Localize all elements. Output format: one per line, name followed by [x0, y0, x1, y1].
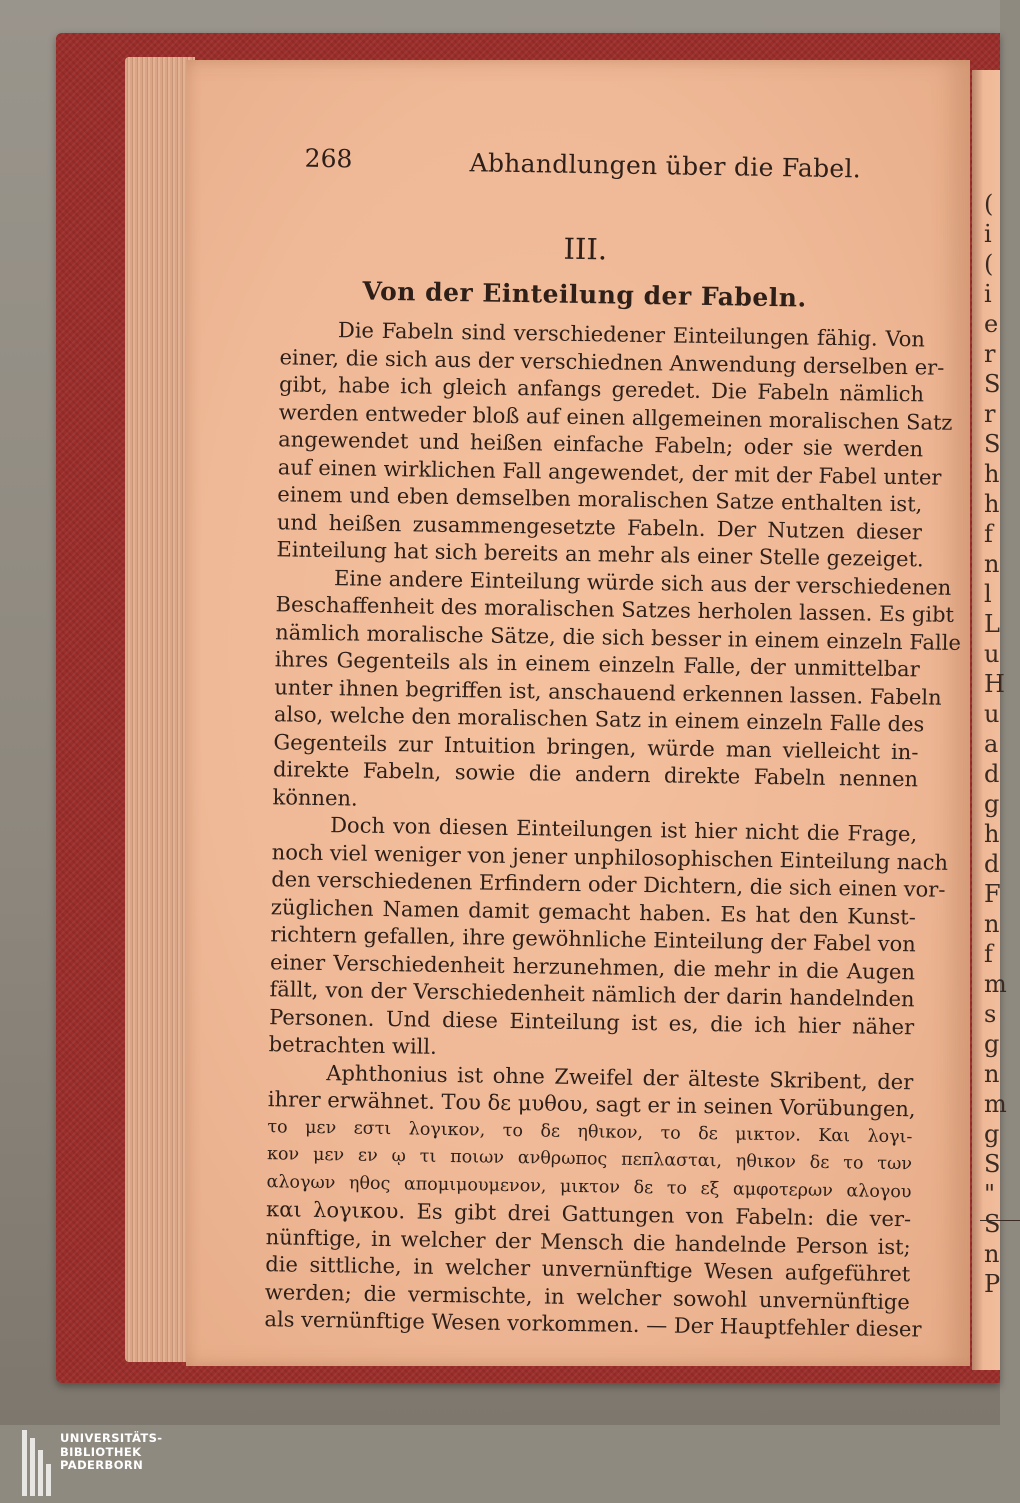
text-line: direkte Fabeln, sowie die andern direkte Fabeln nennen	[272, 757, 919, 792]
text-line: Die Fabeln sind verschiedener Einteilungen fähig. Von	[337, 318, 926, 352]
text-line: werden; die vermischte, in welcher sowohl unvernünftige	[264, 1279, 910, 1314]
next-page-fragment: h	[984, 820, 1000, 848]
logo-bar	[22, 1430, 27, 1496]
text-line: fällt, von der Verschiedenheit nämlich der darin handelnden	[269, 977, 915, 1012]
text-line: noch viel weniger von jener unphilosophischen Einteilung nach	[271, 839, 949, 875]
text-line: und heißen zusammengesetzte Fabeln. Der Nutzen dieser	[276, 509, 923, 544]
text-line: αλογων ηθος απομιμουμενον, μικτον δε το εξ αμφοτερων αλογου	[266, 1171, 912, 1202]
next-page-fragment: n	[984, 550, 1000, 578]
next-page-fragment: S	[984, 1210, 1001, 1238]
text-line: gibt, habe ich gleich anfangs geredet. Die Fabeln nämlich	[278, 372, 925, 407]
text-line: einer Verschiedenheit herzunehmen, die mehr in die Augen	[269, 949, 916, 984]
next-page-fragment: "	[984, 1180, 996, 1208]
next-page-fragment: (	[984, 190, 994, 218]
next-page-fragment: f	[984, 520, 993, 548]
next-page-fragment: h	[984, 490, 1000, 518]
next-page-fragment: f	[984, 940, 993, 968]
next-page-fragment: l	[984, 580, 992, 608]
next-page-fragment: d	[984, 760, 1000, 788]
next-page-fragment: H	[984, 670, 1005, 698]
next-page-fragment: r	[984, 400, 996, 428]
book-page	[186, 60, 970, 1366]
text-line: den verschiedenen Erfindern oder Dichtern, die sich einen vor-	[271, 867, 946, 902]
library-name-line: BIBLIOTHEK	[60, 1444, 142, 1459]
text-line: nünftige, in welcher der Mensch die handelnde Person ist;	[265, 1224, 911, 1259]
next-page-fragment: (	[984, 250, 994, 278]
text-line: einem und eben demselben moralischen Satze enthalten ist,	[277, 482, 923, 517]
library-name-line: UNIVERSITÄTS-	[60, 1431, 163, 1445]
page-number: 268	[304, 143, 353, 174]
text-line: ihres Gegenteils als in einem einzeln Falle, der unmittelbar	[274, 647, 920, 682]
running-head: Abhandlungen über die Fabel.	[469, 148, 862, 184]
text-line: züglichen Namen damit gemacht haben. Es hat den Kunst-	[270, 894, 917, 929]
next-page-edge	[972, 70, 1007, 1370]
next-page-fragment: n	[984, 1240, 1000, 1268]
text-line: Personen. Und diese Einteilung ist es, die ich hier näher	[269, 1004, 915, 1039]
next-page-fragment: n	[984, 1060, 1000, 1088]
logo-bar	[46, 1464, 51, 1496]
next-page-fragment: F	[984, 880, 1001, 908]
page-content	[176, 54, 980, 1372]
next-page-fragment: m	[984, 970, 1007, 998]
next-page-fragment: e	[984, 310, 999, 338]
text-line: nämlich moralische Sätze, die sich besser in einem einzeln Falle	[275, 619, 962, 655]
next-page-fragment: d	[984, 850, 1000, 878]
section-numeral: III.	[563, 231, 608, 267]
next-page-fragment: g	[984, 1030, 1000, 1058]
text-line: richtern gefallen, ihre gewöhnliche Einteilung der Fabel von	[270, 922, 916, 957]
text-line: einer, die sich aus der verschiednen Anwendung derselben er-	[279, 344, 945, 380]
next-page-fragment: m	[984, 1090, 1007, 1118]
text-line: και λογικου. Es gibt drei Gattungen von Fabeln: die ver-	[265, 1197, 912, 1232]
next-page-fragment: L	[984, 610, 1000, 638]
next-page-fragment: S	[984, 1150, 1001, 1178]
next-page-fragment: i	[984, 220, 992, 248]
text-line: το μεν εστι λογικον, το δε ηθικον, το δε μικτον. Και λογι-	[267, 1116, 913, 1147]
library-name-line: PADERBORN	[60, 1458, 144, 1472]
text-line: Beschaffenheit des moralischen Satzes herholen lassen. Es gibt	[275, 592, 955, 627]
next-page-fragment: u	[984, 700, 1000, 728]
text-line: betrachten will.	[268, 1032, 437, 1059]
text-line: Eine andere Einteilung würde sich aus der verschiedenen	[333, 565, 952, 600]
text-line: auf einen wirklichen Fall angewendet, der mit der Fabel unter	[277, 454, 942, 490]
text-line: als vernünftige Wesen vorkommen. — Der Hauptfehler dieser	[264, 1307, 922, 1342]
text-line: werden entweder bloß auf einen allgemeinen moralischen Satz	[278, 399, 953, 435]
library-logo-icon	[22, 1430, 52, 1496]
text-line: also, welche den moralischen Satz in einem einzeln Falle des	[273, 702, 925, 737]
next-page-fragment: n	[984, 910, 1000, 938]
next-page-fragment: i	[984, 280, 992, 308]
next-page-fragment: s	[984, 1000, 997, 1028]
text-line: κον μεν εν ῳ τι ποιων ανθρωπος πεπλασται, ηθικον δε το των	[266, 1144, 913, 1175]
text-line: Gegenteils zur Intuition bringen, würde man vielleicht in-	[273, 729, 919, 764]
library-name	[60, 1432, 162, 1473]
next-page-fragment: h	[984, 460, 1000, 488]
next-page-fragment: S	[984, 370, 1001, 398]
next-page-fragment: u	[984, 640, 1000, 668]
section-title: Von der Einteilung der Fabeln.	[362, 276, 807, 313]
next-page-fragment: a	[984, 730, 999, 758]
next-page-fragment: P	[984, 1270, 1001, 1298]
text-line: Aphthonius ist ohne Zweifel der älteste Skribent, der	[326, 1060, 914, 1094]
next-page-fragment: S	[984, 430, 1001, 458]
next-page-fragment: g	[984, 1120, 1000, 1148]
text-line: Einteilung hat sich bereits an mehr als einer Stelle gezeiget.	[276, 537, 924, 572]
next-page-fragment: g	[984, 790, 1000, 818]
body-text	[264, 316, 962, 1344]
text-line: die sittliche, in welcher unvernünftige Wesen aufgeführet	[265, 1252, 911, 1287]
text-line: Doch von diesen Einteilungen ist hier nicht die Frage,	[330, 813, 918, 847]
text-line: können.	[272, 784, 358, 811]
text-line: angewendet und heißen einfache Fabeln; oder sie werden	[278, 427, 924, 462]
text-line: unter ihnen begriffen ist, anschauend erkennen lassen. Fabeln	[274, 674, 942, 710]
text-line: ihrer erwähnet. Του δε μυθου, sagt er in seinen Vorübungen,	[267, 1087, 916, 1122]
logo-bar	[30, 1438, 35, 1496]
next-page-fragment: r	[984, 340, 996, 368]
logo-bar	[38, 1450, 43, 1496]
